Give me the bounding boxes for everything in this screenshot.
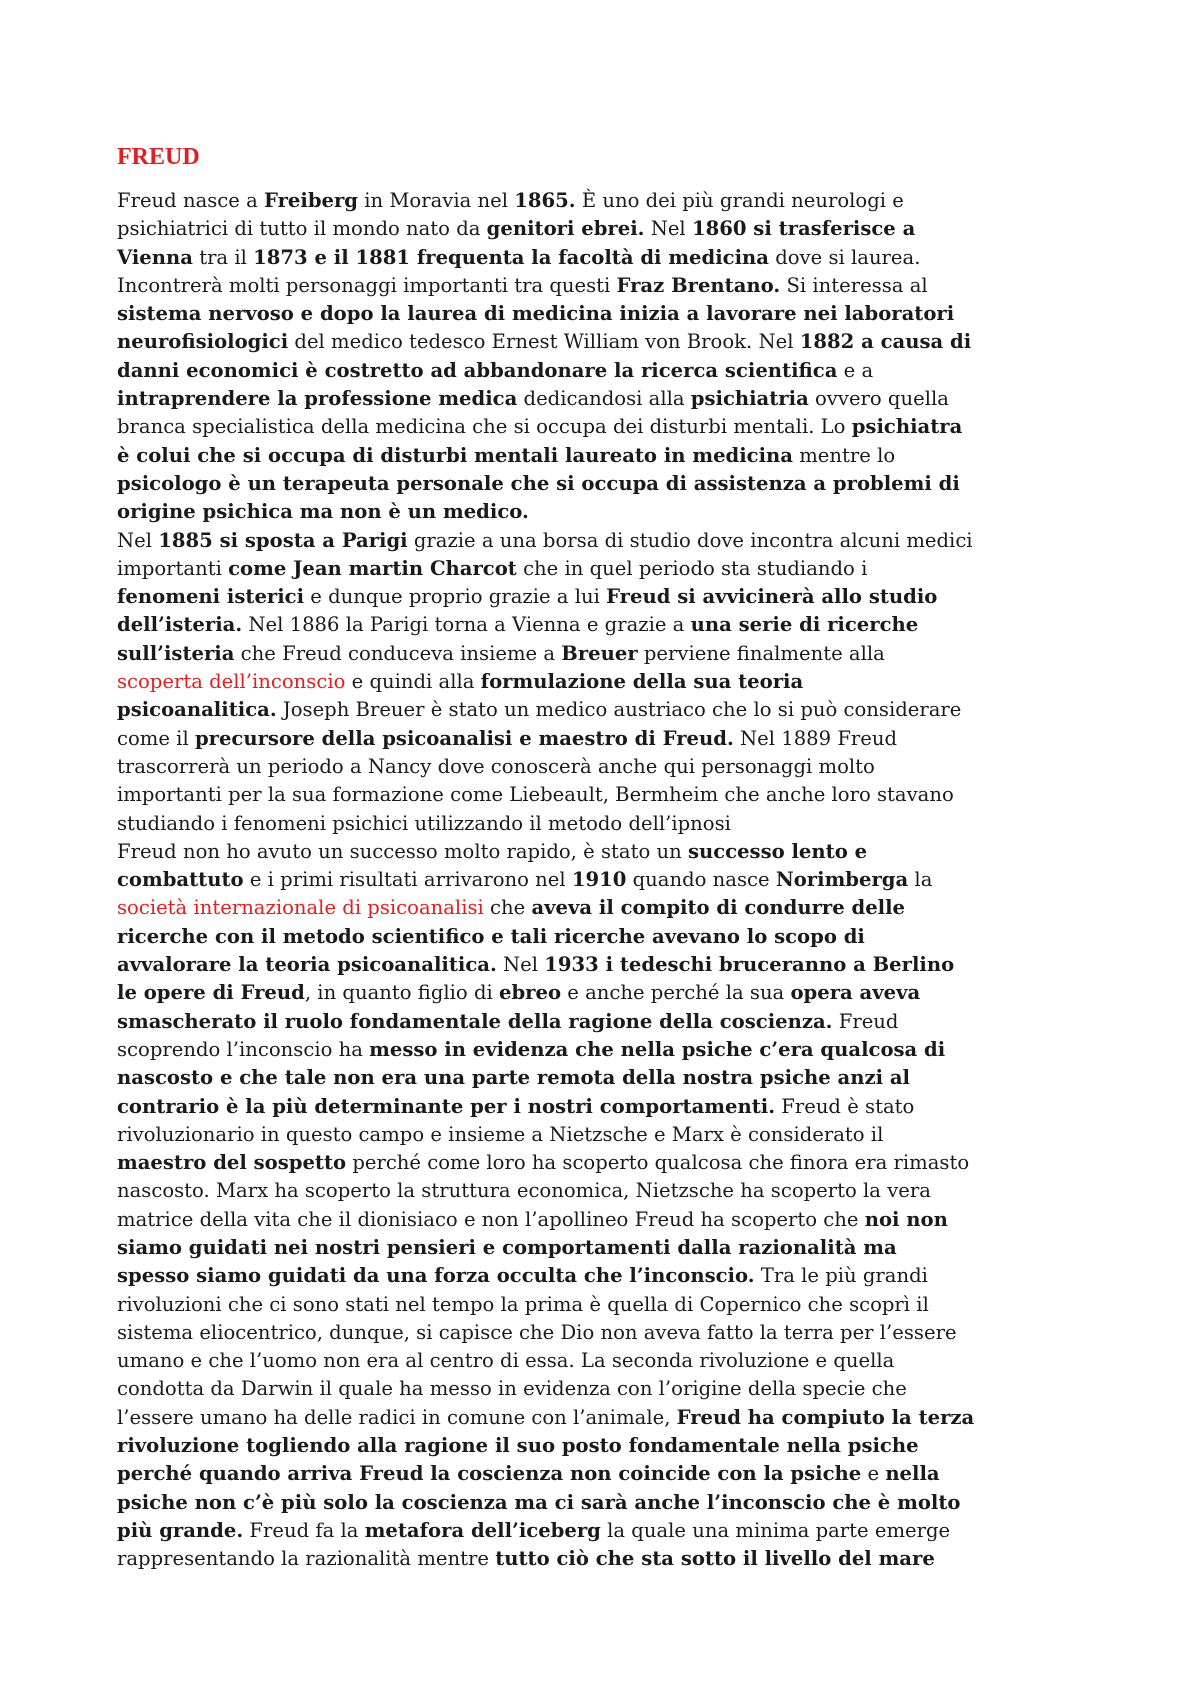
text-run: importanti per la sua formazione come Liebeault, Bermheim che anche loro stavano [117, 783, 954, 807]
bold-text: precursore della psicoanalisi e maestro di Freud. [194, 726, 734, 750]
text-line [117, 1291, 1102, 1319]
bold-text: noi non [864, 1207, 948, 1231]
text-run: che [483, 896, 532, 920]
text-line [117, 1347, 1102, 1375]
text-run: e quindi alla [345, 670, 481, 694]
text-run: grazie a una borsa di studio dove incontra alcuni medici [407, 528, 973, 552]
bold-text: rivoluzione togliendo alla ragione il suo posto fondamentale nella psiche [117, 1434, 919, 1458]
text-run: perviene finalmente alla [637, 641, 885, 665]
text-run: la [908, 868, 933, 892]
text-line [117, 866, 1102, 894]
text-line [117, 640, 1102, 668]
text-run: la quale una minima parte emerge [600, 1518, 951, 1542]
document-body [117, 187, 1102, 1574]
text-line [117, 357, 1102, 385]
text-run: Incontrerà molti personaggi importanti tra questi [117, 273, 617, 297]
text-run: perché come loro ha scoperto qualcosa che finora era rimasto [346, 1151, 970, 1175]
text-run: che in quel periodo sta studiando i [516, 556, 868, 580]
bold-text: origine psichica ma non è un medico. [117, 500, 529, 524]
text-line [117, 611, 1102, 639]
bold-text: contrario è la più determinante per i nostri comportamenti. [117, 1094, 776, 1118]
text-line [117, 696, 1102, 724]
text-run: e dunque proprio grazie a lui [304, 585, 607, 609]
text-line [117, 244, 1102, 272]
text-line [117, 979, 1102, 1007]
text-run: nascosto. Marx ha scoperto la struttura economica, Nietzsche ha scoperto la vera [117, 1179, 931, 1203]
text-run: mentre lo [793, 443, 896, 467]
text-run: Nel 1889 Freud [733, 726, 898, 750]
bold-text: combattuto [117, 868, 244, 892]
text-line [117, 385, 1102, 413]
text-run: Freud fa la [243, 1518, 365, 1542]
bold-text: Breuer [561, 641, 638, 665]
bold-text: è colui che si occupa di disturbi mentali laureato in medicina [117, 443, 793, 467]
bold-text: psichiatria [690, 387, 809, 411]
bold-text: spesso siamo guidati da una forza occulta che l’inconscio. [117, 1264, 755, 1288]
text-run: sistema eliocentrico, dunque, si capisce che Dio non aveva fatto la terra per l’essere [117, 1320, 957, 1344]
text-run: Nel 1886 la Parigi torna a Vienna e grazie a [242, 613, 691, 637]
bold-text: come Jean martin Charcot [228, 556, 517, 580]
text-run: dedicandosi alla [517, 387, 691, 411]
text-run: psichiatrici di tutto il mondo nato da [117, 217, 487, 241]
text-run: Freud [832, 1009, 899, 1033]
text-line [117, 1319, 1102, 1347]
text-run: l’essere umano ha delle radici in comune con l’animale, [117, 1405, 677, 1429]
text-run: del medico tedesco Ernest William von Brook. Nel [288, 330, 800, 354]
text-run: condotta da Darwin il quale ha messo in evidenza con l’origine della specie che [117, 1377, 907, 1401]
text-line [117, 1008, 1102, 1036]
highlight-text: scoperta dell’inconscio [117, 670, 346, 694]
bold-text: Norimberga [775, 868, 909, 892]
text-line [117, 810, 1102, 838]
text-run: e anche perché la sua [561, 981, 791, 1005]
bold-text: ebreo [498, 981, 562, 1005]
bold-text: metafora dell’iceberg [364, 1518, 601, 1542]
text-run: in Moravia nel [358, 189, 515, 212]
text-line [117, 753, 1102, 781]
bold-text: 1860 si trasferisce a [691, 217, 916, 241]
text-run: e [861, 1462, 886, 1486]
text-line [117, 527, 1102, 555]
bold-text: tutto ciò che sta sotto il livello del mare [495, 1547, 935, 1571]
text-run: Si interessa al [780, 273, 928, 297]
bold-text: smascherato il ruolo fondamentale della ragione della coscienza. [117, 1009, 833, 1033]
bold-text: 1865. [514, 189, 576, 212]
text-run: dove si laurea. [768, 245, 921, 269]
bold-text: avvalorare la teoria psicoanalitica. [117, 953, 497, 977]
text-run: matrice della vita che il dionisiaco e non l’apollineo Freud ha scoperto che [117, 1207, 865, 1231]
text-line [117, 1262, 1102, 1290]
text-run: umano e che l’uomo non era al centro di essa. La seconda rivoluzione e quella [117, 1349, 895, 1373]
text-run: Nel [644, 217, 692, 241]
bold-text: 1882 a causa di [799, 330, 972, 354]
text-run: Freud nasce a [117, 189, 265, 212]
bold-text: psiche non c’è più solo la coscienza ma ci sarà anche l’inconscio che è molto [117, 1490, 961, 1514]
text-line [117, 1517, 1102, 1545]
document-title: FREUD [117, 144, 200, 170]
bold-text: sistema nervoso e dopo la laurea di medicina inizia a lavorare nei laboratori [117, 302, 955, 326]
text-run: Nel [496, 953, 545, 977]
text-line [117, 272, 1102, 300]
bold-text: 1933 i tedeschi bruceranno a Berlino [544, 953, 955, 977]
text-line [117, 1064, 1102, 1092]
highlight-text: società internazionale di psicoanalisi [117, 896, 484, 920]
text-run: È uno dei più grandi neurologi e [575, 189, 904, 212]
text-line [117, 1206, 1102, 1234]
text-line [117, 1432, 1102, 1460]
bold-text: una serie di ricerche [690, 613, 919, 637]
bold-text: fenomeni isterici [117, 585, 305, 609]
bold-text: nella [885, 1462, 940, 1486]
bold-text: Freud si avvicinerà allo studio [606, 585, 938, 609]
text-run: studiando i fenomeni psichici utilizzando il metodo dell’ipnosi [117, 811, 731, 835]
text-line [117, 187, 1102, 215]
text-run: Tra le più grandi [754, 1264, 928, 1288]
text-line [117, 894, 1102, 922]
text-run: quando nasce [626, 868, 776, 892]
text-run: rivoluzioni che ci sono stati nel tempo la prima è quella di Copernico che scoprì il [117, 1292, 929, 1316]
text-line [117, 413, 1102, 441]
bold-text: danni economici è costretto ad abbandonare la ricerca scientifica [117, 358, 838, 382]
text-run: e a [837, 358, 874, 382]
bold-text: Freud ha compiuto la terza [676, 1405, 975, 1429]
text-line [117, 498, 1102, 526]
bold-text: 1873 e il 1881 frequenta la facoltà di medicina [253, 245, 769, 269]
text-line [117, 1545, 1102, 1573]
bold-text: opera aveva [790, 981, 921, 1005]
text-run: tra il [192, 245, 254, 269]
bold-text: intraprendere la professione medica [117, 387, 518, 411]
text-line [117, 668, 1102, 696]
text-run: Joseph Breuer è stato un medico austriaco che lo si può considerare [276, 698, 962, 722]
bold-text: Freiberg [264, 189, 359, 212]
text-run: ovvero quella [808, 387, 949, 411]
bold-text: psicoanalitica. [117, 698, 277, 722]
bold-text: 1885 si sposta a Parigi [158, 528, 408, 552]
text-line [117, 1121, 1102, 1149]
text-run: trascorrerà un periodo a Nancy dove conoscerà anche qui personaggi molto [117, 754, 875, 778]
bold-text: più grande. [117, 1518, 244, 1542]
bold-text: siamo guidati nei nostri pensieri e comportamenti dalla razionalità ma [117, 1235, 897, 1259]
text-line [117, 1404, 1102, 1432]
text-line [117, 1460, 1102, 1488]
text-run: come il [117, 726, 195, 750]
text-line [117, 951, 1102, 979]
bold-text: formulazione della sua teoria [480, 670, 804, 694]
text-line [117, 300, 1102, 328]
bold-text: ricerche con il metodo scientifico e tali ricerche avevano lo scopo di [117, 924, 865, 948]
bold-text: genitori ebrei. [486, 217, 645, 241]
text-line [117, 781, 1102, 809]
bold-text: maestro del sospetto [117, 1151, 347, 1175]
text-line [117, 1149, 1102, 1177]
bold-text: perché quando arriva Freud la coscienza non coincide con la psiche [117, 1462, 862, 1486]
bold-text: psichiatra [851, 415, 963, 439]
bold-text: Vienna [117, 245, 193, 269]
text-run: che Freud conduceva insieme a [234, 641, 562, 665]
text-line [117, 1489, 1102, 1517]
text-run: , in quanto figlio di [304, 981, 499, 1005]
text-run: Freud non ho avuto un successo molto rapido, è stato un [117, 839, 688, 863]
bold-text: aveva il compito di condurre delle [531, 896, 906, 920]
text-line [117, 725, 1102, 753]
text-run: Nel [117, 528, 159, 552]
text-line [117, 1375, 1102, 1403]
bold-text: psicologo è un terapeuta personale che si occupa di assistenza a problemi di [117, 471, 960, 495]
bold-text: Fraz Brentano. [616, 273, 781, 297]
bold-text: successo lento e [687, 839, 868, 863]
bold-text: le opere di Freud [117, 981, 305, 1005]
text-line [117, 1093, 1102, 1121]
text-run: rappresentando la razionalità mentre [117, 1547, 496, 1571]
text-line [117, 583, 1102, 611]
text-run: e i primi risultati arrivarono nel [243, 868, 572, 892]
text-line [117, 555, 1102, 583]
text-run: branca specialistica della medicina che si occupa dei disturbi mentali. Lo [117, 415, 852, 439]
bold-text: neurofisiologici [117, 330, 289, 354]
text-run: Freud è stato [775, 1094, 915, 1118]
text-run: importanti [117, 556, 229, 580]
text-line [117, 215, 1102, 243]
text-run: rivoluzionario in questo campo e insieme a Nietzsche e Marx è considerato il [117, 1122, 884, 1146]
text-line [117, 1036, 1102, 1064]
text-line [117, 442, 1102, 470]
text-line [117, 838, 1102, 866]
text-line [117, 470, 1102, 498]
bold-text: sull’isteria [117, 641, 235, 665]
bold-text: dell’isteria. [117, 613, 243, 637]
bold-text: messo in evidenza che nella psiche c’era qualcosa di [369, 1037, 946, 1061]
text-line [117, 1234, 1102, 1262]
text-line [117, 328, 1102, 356]
bold-text: 1910 [571, 868, 627, 892]
text-line [117, 923, 1102, 951]
text-run: scoprendo l’inconscio ha [117, 1037, 370, 1061]
text-line [117, 1177, 1102, 1205]
bold-text: nascosto e che tale non era una parte remota della nostra psiche anzi al [117, 1066, 911, 1090]
